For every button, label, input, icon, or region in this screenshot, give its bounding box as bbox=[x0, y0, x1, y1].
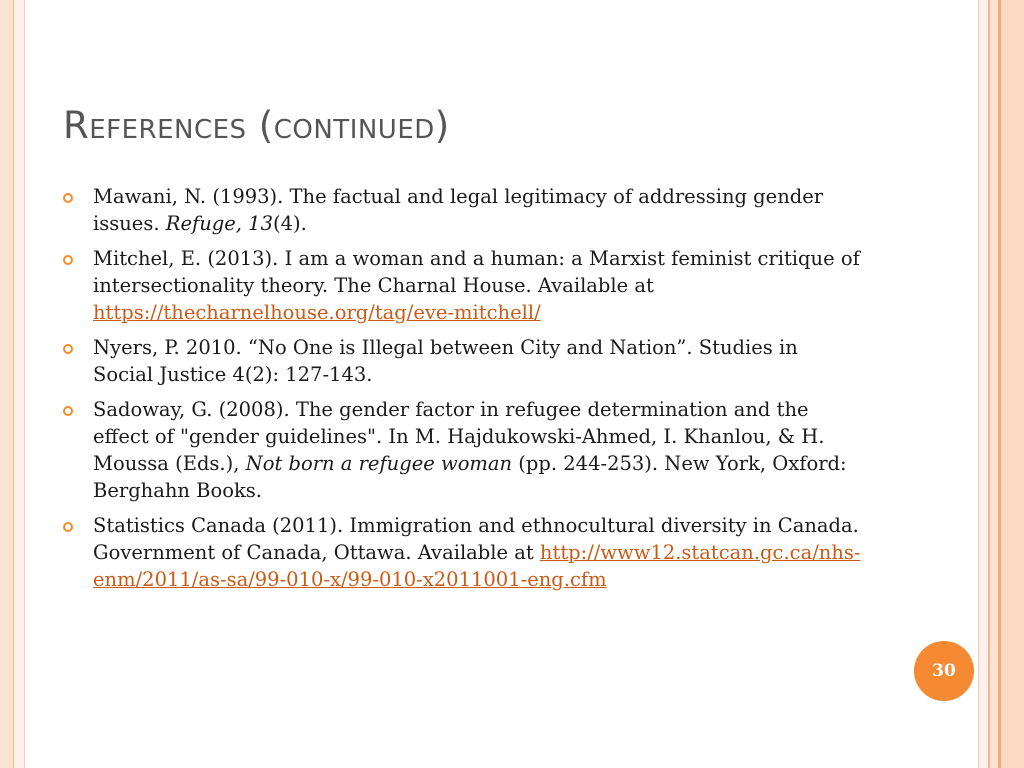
reference-italic: Refuge, 13 bbox=[165, 212, 273, 235]
reference-text: Mitchel, E. (2013). I am a woman and a human: a Marxist feminist critique of intersectionality theory. The Charnal House. Available at bbox=[93, 247, 860, 297]
bullet-circle-icon bbox=[63, 522, 73, 532]
frame-left-line-inner bbox=[24, 0, 25, 768]
reference-italic: Not born a refugee woman bbox=[245, 452, 513, 475]
bullet-circle-icon bbox=[63, 193, 73, 203]
reference-text: Sadoway, G. (2008). The gender factor in refugee determination and the effect of "gender guidelines". In M. Hajdukowski-Ahmed, I. Khanlou, & H. Moussa (Eds.), bbox=[93, 398, 825, 475]
frame-right-band-b bbox=[979, 0, 988, 768]
reference-link[interactable]: http://www12.statcan.gc.ca/nhs-enm/2011/as-sa/99-010-x/99-010-x2011001-eng.cfm bbox=[93, 541, 861, 591]
bullet-circle-icon bbox=[63, 406, 73, 416]
bullet-circle-icon bbox=[63, 344, 73, 354]
reference-text: Nyers, P. 2010. “No One is Illegal between City and Nation”. Studies in Social Justice 4(2): 127-143. bbox=[93, 336, 798, 386]
reference-text-tail: (4). bbox=[273, 212, 307, 235]
reference-text: Statistics Canada (2011). Immigration and ethnocultural diversity in Canada. Government of Canada, Ottawa. Available at bbox=[93, 514, 859, 564]
reference-item bbox=[63, 512, 863, 593]
reference-link[interactable]: https://thecharnelhouse.org/tag/eve-mitchell/ bbox=[93, 301, 541, 324]
slide-title: References (continued) bbox=[63, 104, 450, 147]
bullet-circle-icon bbox=[63, 255, 73, 265]
reference-list bbox=[63, 183, 863, 601]
frame-left-border bbox=[0, 0, 13, 768]
frame-left-inner bbox=[14, 0, 24, 768]
frame-right-border bbox=[1001, 0, 1024, 768]
reference-item bbox=[63, 334, 863, 388]
frame-right-band-d bbox=[990, 0, 998, 768]
reference-item bbox=[63, 396, 863, 504]
reference-item bbox=[63, 245, 863, 326]
reference-text-tail: (pp. 244-253). New York, Oxford: Berghahn Books. bbox=[93, 452, 847, 502]
reference-item bbox=[63, 183, 863, 237]
reference-text: Mawani, N. (1993). The factual and legal legitimacy of addressing gender issues. bbox=[93, 185, 824, 235]
page-number-badge: 30 bbox=[914, 641, 974, 701]
